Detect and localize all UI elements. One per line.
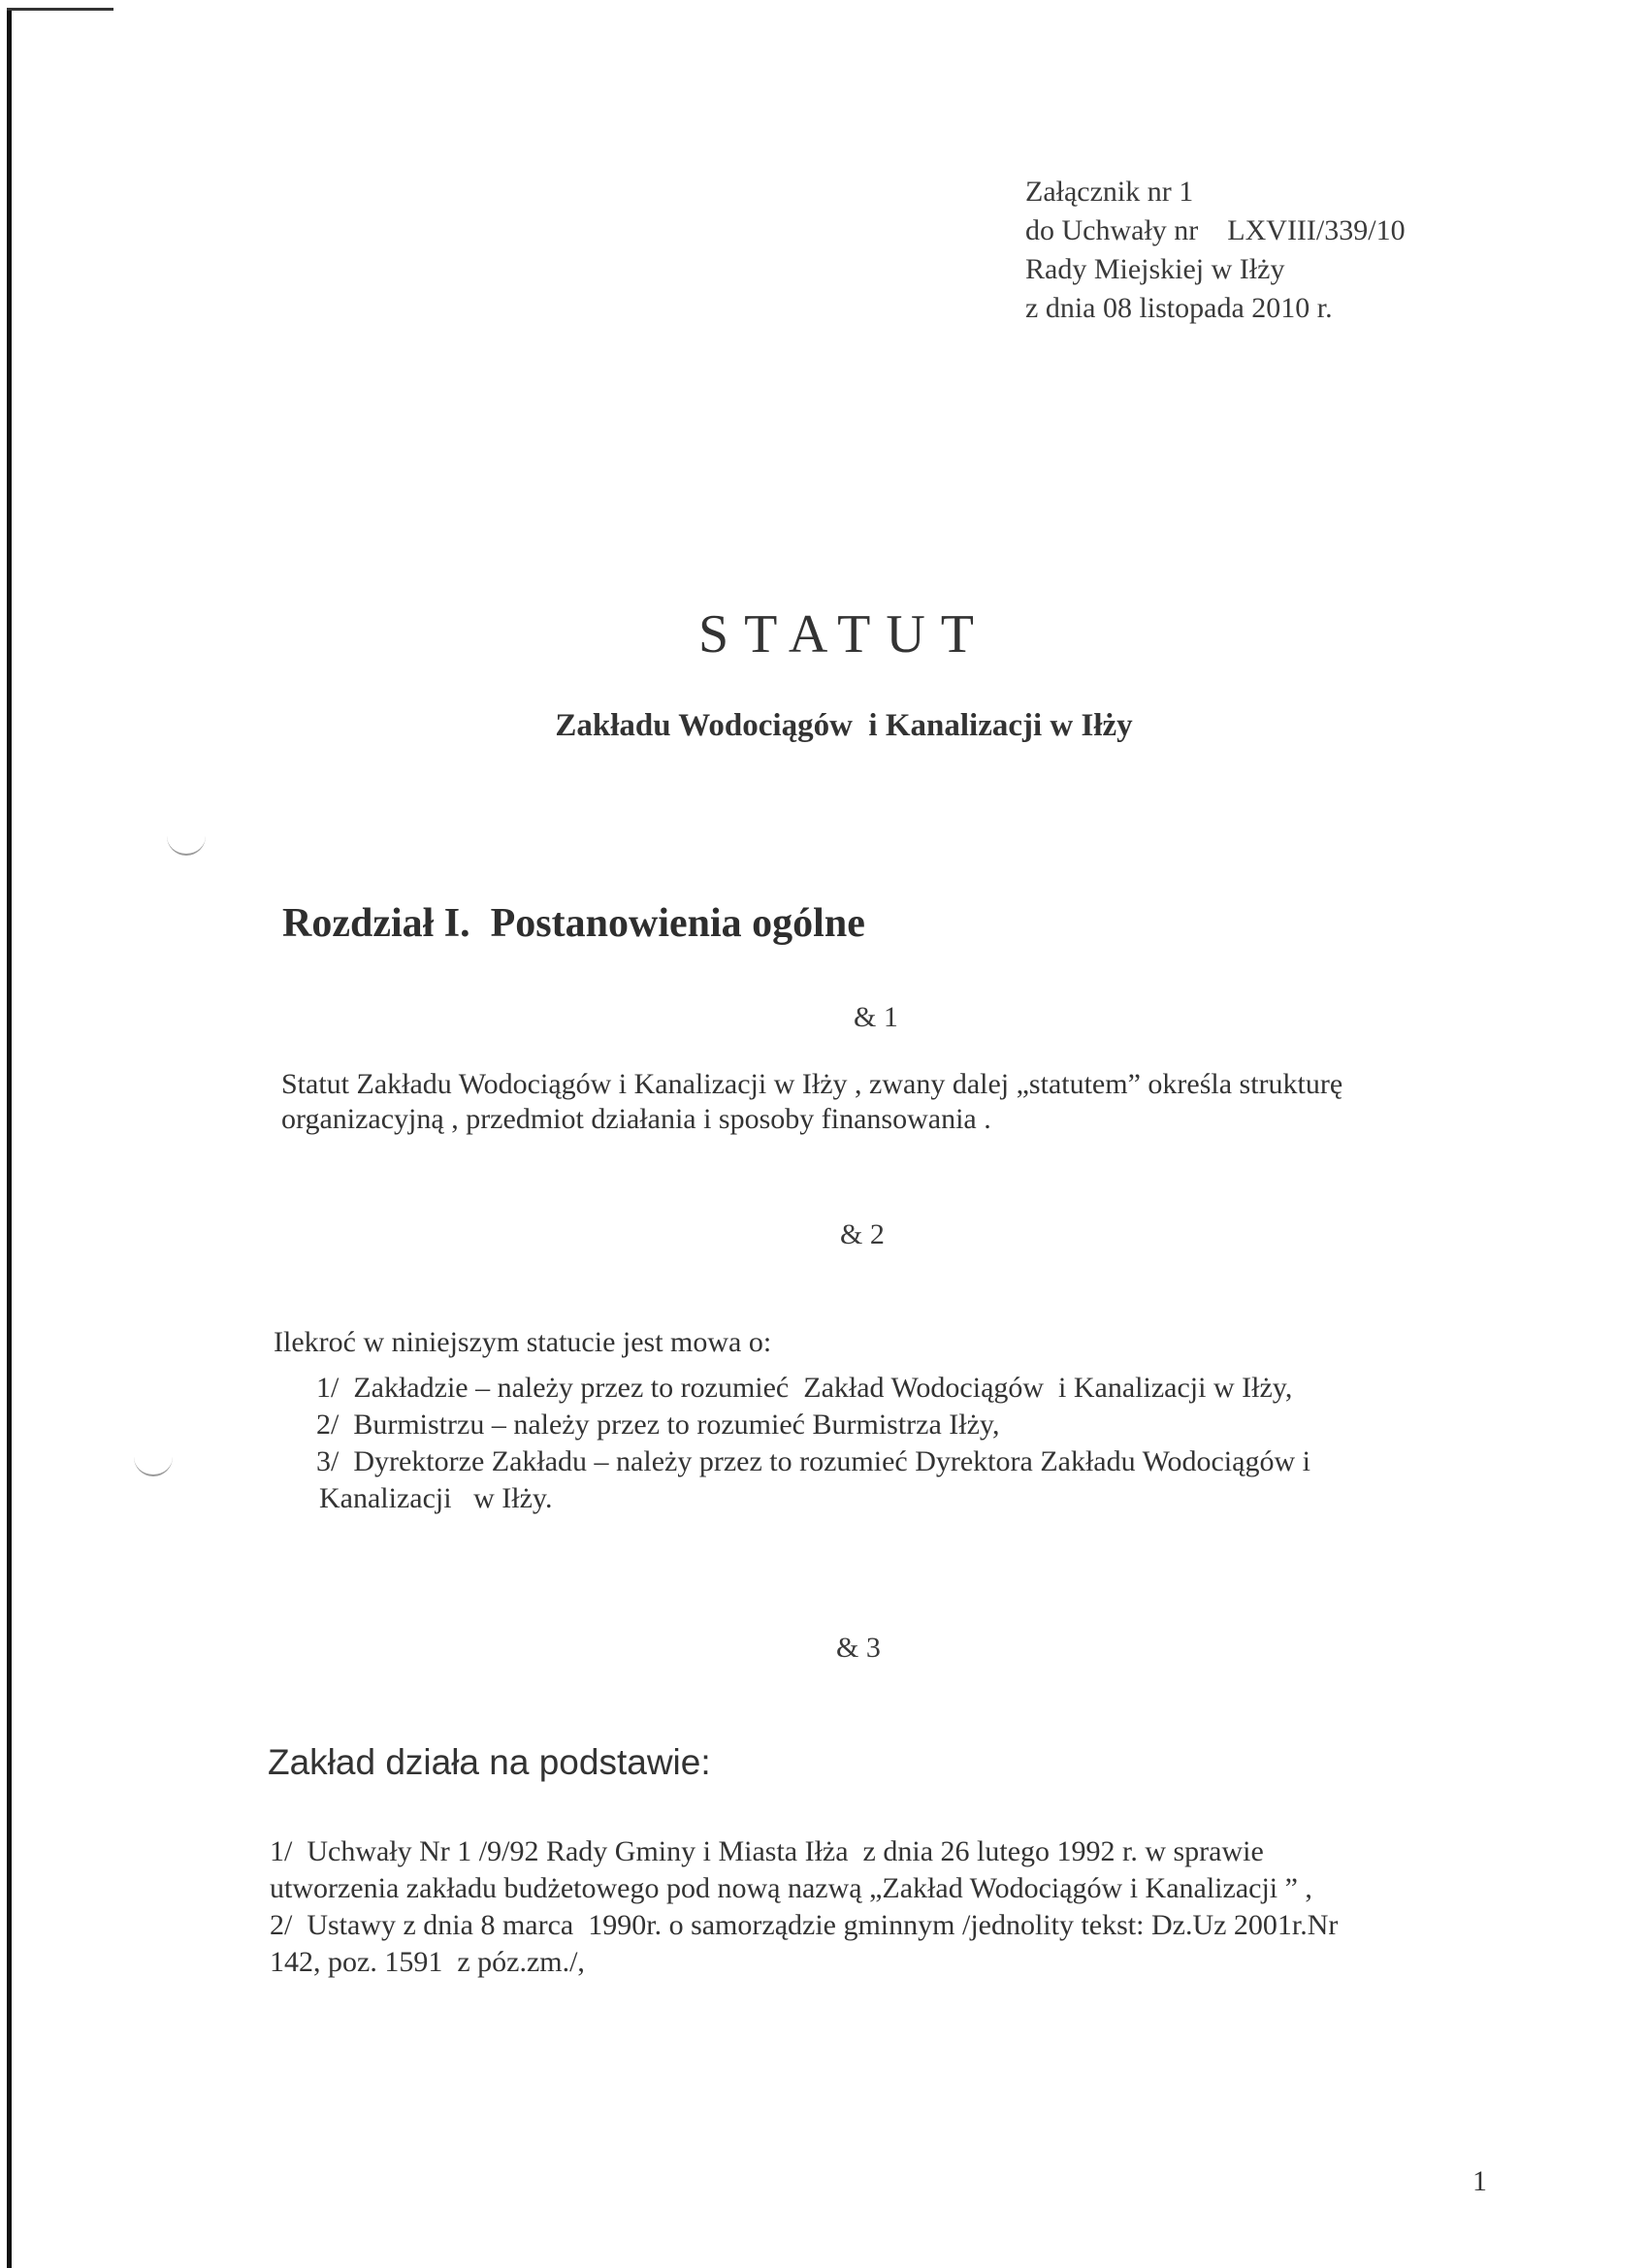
list-item-continuation: Kanalizacji w Iłży. xyxy=(319,1482,553,1514)
text-line: 1/ Uchwały Nr 1 /9/92 Rady Gminy i Miasta Iłża z dnia 26 lutego 1992 r. w sprawie xyxy=(270,1835,1264,1867)
text-line: utworzenia zakładu budżetowego pod nową nazwą „Zakład Wodociągów i Kanalizacji ” , xyxy=(270,1872,1312,1904)
text-line: organizacyjną , przedmiot działania i sposoby finansowania . xyxy=(281,1103,991,1135)
section-mark: & 3 xyxy=(836,1632,881,1664)
attachment-header xyxy=(1025,173,1406,328)
list-item: 3/ Dyrektorze Zakładu – należy przez to rozumieć Dyrektora Zakładu Wodociągów i xyxy=(316,1445,1310,1477)
list-item: 1/ Zakładzie – należy przez to rozumieć Zakład Wodociągów i Kanalizacji w Iłży, xyxy=(316,1372,1293,1404)
section-mark: & 1 xyxy=(854,1001,898,1033)
section-3-intro: Zakład działa na podstawie: xyxy=(268,1742,711,1782)
chapter-heading: Rozdział I. Postanowienia ogólne xyxy=(282,901,865,946)
text-line: Statut Zakładu Wodociągów i Kanalizacji w Iłży , zwany dalej „statutem” określa strukturę xyxy=(281,1068,1343,1100)
scan-edge xyxy=(7,8,12,2268)
header-line: do Uchwały nr LXVIII/339/10 xyxy=(1025,214,1406,246)
header-line: Rady Miejskiej w Iłży xyxy=(1025,253,1285,285)
document-title: STATUT xyxy=(698,604,989,664)
list-item: 2/ Burmistrzu – należy przez to rozumieć Burmistrza Iłży, xyxy=(316,1409,1000,1441)
text-line: 142, poz. 1591 z póz.zm./, xyxy=(270,1946,585,1978)
section-2-list xyxy=(316,1370,1310,1517)
punch-hole-mark xyxy=(167,834,206,856)
page-number: 1 xyxy=(1472,2165,1487,2197)
punch-hole-mark xyxy=(134,1455,173,1476)
header-line: Załącznik nr 1 xyxy=(1025,176,1194,208)
section-2-intro: Ilekroć w niniejszym statucie jest mowa o: xyxy=(274,1326,772,1358)
section-1-text xyxy=(281,1067,1342,1137)
text-line: 2/ Ustawy z dnia 8 marca 1990r. o samorządzie gminnym /jednolity tekst: Dz.Uz 2001r.Nr xyxy=(270,1909,1339,1941)
header-line: z dnia 08 listopada 2010 r. xyxy=(1025,292,1333,324)
section-3-list xyxy=(270,1833,1338,1981)
document-subtitle: Zakładu Wodociągów i Kanalizacji w Iłży xyxy=(555,708,1133,743)
section-mark: & 2 xyxy=(840,1218,885,1250)
scan-edge-top xyxy=(7,8,113,11)
